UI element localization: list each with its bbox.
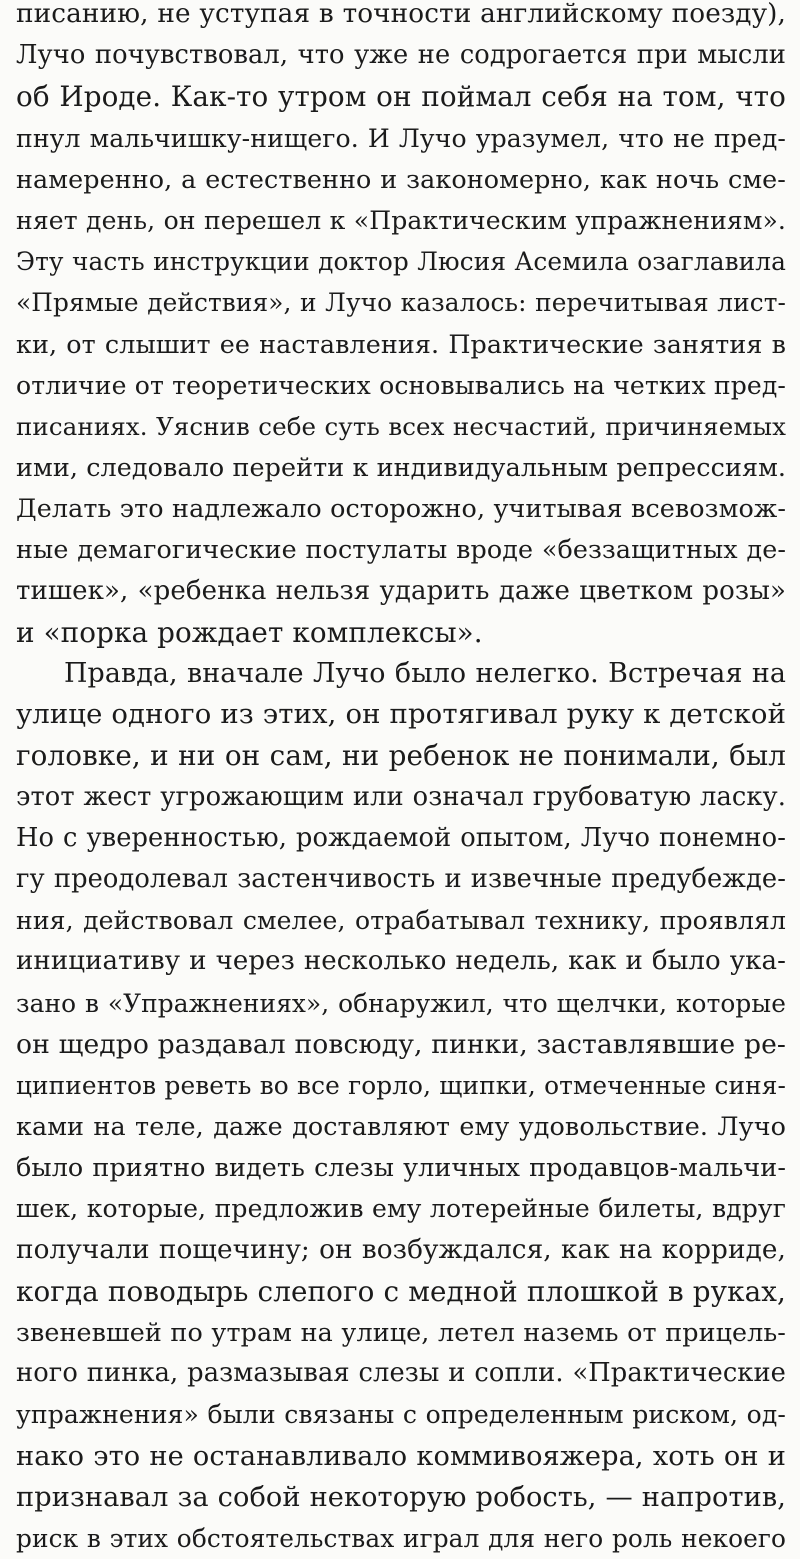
text-line: «Прямые действия», и Лучо казалось: перечитывая лист- <box>16 288 786 318</box>
text-line: признавал за собой некоторую робость, — напротив, <box>16 1481 786 1513</box>
text-line: Но с уверенностью, рождаемой опытом, Лучо понемно- <box>16 822 786 853</box>
text-line: намеренно, а естественно и закономерно, как ночь сме- <box>16 163 786 194</box>
text-line: Эту часть инструкции доктор Люсия Асемила озаглавила <box>16 247 786 277</box>
text-line: он щедро раздавал повсюду, пинки, заставлявшие ре- <box>16 1028 786 1060</box>
text-line: писаниях. Уяснив себе суть всех несчастий, причиняемых <box>16 411 786 441</box>
text-line: Лучо почувствовал, что уже не содрогается при мысли <box>16 40 786 71</box>
text-line: головке, и ни он сам, ни ребенок не понимали, был <box>16 739 786 773</box>
text-line: когда поводырь слепого с медной плошкой в руках, <box>16 1274 786 1308</box>
text-line: гу преодолевал застенчивость и извечные предубежде- <box>16 863 786 894</box>
text-line: улице одного из этих, он протягивал руку к детской <box>16 698 786 731</box>
text-line: получали пощечину; он возбуждался, как на корриде, <box>16 1234 786 1265</box>
text-line: об Ироде. Как-то утром он поймал себя на том, что <box>16 80 786 114</box>
text-line: тишек», «ребенка нельзя ударить даже цветком розы» <box>16 575 786 606</box>
text-line: ципиентов реветь во все горло, щипки, отмеченные синя- <box>16 1070 786 1100</box>
text-line: ния, действовал смелее, отрабатывал технику, проявлял <box>16 906 786 936</box>
text-line: шек, которые, предложив ему лотерейные билеты, вдруг <box>16 1194 786 1224</box>
text-line: инициативу и через несколько недель, как и было ука- <box>16 946 786 977</box>
text-line: ими, следовало перейти к индивидуальным репрессиям. <box>16 452 787 483</box>
paragraph-1 <box>16 0 786 653</box>
text-line: няет день, он перешел к «Практическим упражнениям». <box>16 205 786 235</box>
text-line: и «порка рождает комплексы». <box>16 615 483 649</box>
text-line: ки, от слышит ее наставления. Практические занятия в <box>16 328 786 359</box>
text-line: ками на теле, даже доставляют ему удовольствие. Лучо <box>16 1111 786 1142</box>
text-line: было приятно видеть слезы уличных продавцов-мальчи- <box>16 1152 786 1183</box>
text-line: отличие от теоретических основывались на четких пред- <box>16 370 786 400</box>
text-line: пнул мальчишку-нищего. И Лучо уразумел, что не пред- <box>16 123 786 153</box>
paragraph-2 <box>16 653 786 1559</box>
text-line: этот жест угрожающим или означал грубоватую ласку. <box>16 781 786 812</box>
text-line: Правда, вначале Лучо было нелегко. Встречая на <box>64 658 786 689</box>
text-line: звеневшей по утрам на улице, летел наземь от прицель- <box>16 1317 786 1347</box>
text-line: писанию, не уступая в точности английскому поезду), <box>16 0 786 29</box>
text-line: нако это не останавливало коммивояжера, хоть он и <box>16 1440 786 1472</box>
book-page <box>16 0 786 1559</box>
text-line: упражнения» были связаны с определенным риском, од- <box>16 1400 786 1430</box>
text-line: ного пинка, размазывая слезы и сопли. «Практические <box>16 1358 786 1389</box>
text-line: зано в «Упражнениях», обнаружил, что щелчки, которые <box>16 988 786 1018</box>
text-line: Делать это надлежало осторожно, учитывая всевозмож- <box>16 493 786 524</box>
text-line: риск в этих обстоятельствах играл для него роль некоего <box>16 1523 786 1553</box>
text-line: ные демагогические постулаты вроде «беззащитных де- <box>16 534 786 565</box>
